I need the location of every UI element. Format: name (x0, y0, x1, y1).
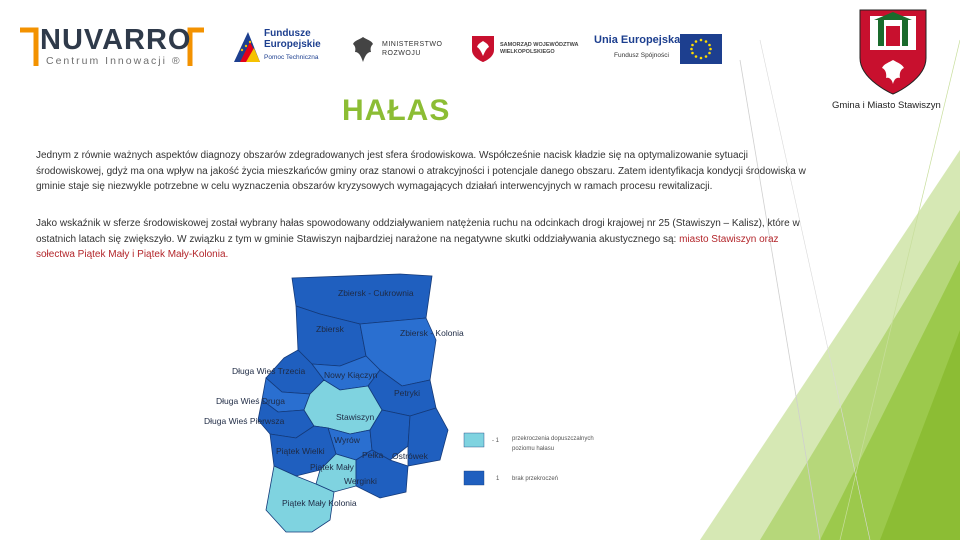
samorzad-line1: SAMORZĄD WOJEWÓDZTWA (500, 42, 579, 48)
eu-line2: Fundusz Spójności (614, 52, 669, 59)
fundusze-europejskie-logo (232, 26, 327, 66)
fe-line1: Fundusze (264, 28, 311, 39)
eu-line1: Unia Europejska (594, 34, 681, 46)
label-nowy-kiaczyn: Nowy Kiączyn (324, 370, 378, 380)
nuvarro-subtitle: Centrum Innowacji ® (46, 55, 182, 67)
paragraph-2-highlight: miasto Stawiszyn oraz sołectwa Piątek Mały i Piątek Mały-Kolonia. (36, 233, 779, 260)
label-piatek-wielki-text: Piątek Wielki (276, 446, 325, 456)
label-zbiersk-cukrownia: Zbiersk - Cukrownia (338, 288, 414, 298)
nuvarro-wordmark: NUVARRO (40, 24, 192, 56)
label-wyrow: Wyrów (334, 435, 360, 445)
label-zbiersk-kolonia: Zbiersk - Kolonia (400, 328, 464, 338)
label-zbiersk: Zbiersk (316, 324, 344, 334)
fe-line3: Pomoc Techniczna (264, 54, 319, 61)
ministry-line2: ROZWOJU (382, 50, 421, 57)
ministry-logo (350, 32, 445, 68)
map-legend (464, 433, 594, 485)
noise-map (200, 270, 640, 540)
label-stawiszyn: Stawiszyn (336, 412, 375, 422)
eu-flag-icon (680, 34, 722, 64)
label-dluga-wies-trzecia: Długa Wieś Trzecia (232, 366, 306, 376)
wielkopolska-shield-icon (470, 34, 496, 64)
paragraph-2-text: Jako wskaźnik w sferze środowiskowej został wybrany hałas spowodowany oddziaływaniem natężenia ruchu na odcinkach drogi krajowej nr 25 (Stawiszyn – Kalisz), które w ostatnich latach się zwiększyło. W związku z tym w gminie Stawiszyn najbardziej narażone na negatywne skutki oddziaływania akustycznego są: (36, 218, 800, 245)
legend-text-exceeded-2: poziomu hałasu (512, 446, 555, 452)
eu-logo (594, 32, 724, 68)
nuvarro-logo (18, 22, 208, 70)
page-title: HAŁAS (342, 94, 451, 127)
label-piatek-maly: Piątek Mały (310, 462, 354, 472)
eagle-emblem-icon (350, 34, 376, 66)
legend-swatch-exceeded (464, 433, 484, 447)
legend-symbol-exceeded: - 1 (492, 438, 500, 444)
legend-symbol-none: 1 (496, 476, 500, 482)
label-piatek-wielki (276, 446, 325, 456)
label-werginki: Werginki (344, 476, 377, 486)
label-ostrowek: Ostrówek (392, 451, 428, 461)
label-dluga-wies-druga: Długa Wieś Druga (216, 396, 285, 406)
label-dluga-wies-pierwsza: Długa Wieś Pierwsza (204, 416, 285, 426)
samorzad-line2: WIELKOPOLSKIEGO (500, 49, 555, 55)
label-petryki: Petryki (394, 388, 420, 398)
gmina-label: Gmina i Miasto Stawiszyn (832, 100, 941, 111)
fe-line2: Europejskie (264, 39, 321, 50)
legend-text-exceeded-1: przekroczenia dopuszczalnych (512, 436, 594, 442)
ministry-line1: MINISTERSTWO (382, 41, 443, 48)
samorzad-logo (470, 32, 580, 68)
stawiszyn-coat-of-arms-icon (856, 6, 930, 96)
paragraph-1: Jednym z równie ważnych aspektów diagnozy obszarów zdegradowanych jest sfera środowiskowa. Współcześnie nacisk kładzie się na optymalizowanie sytuacji środowiskowej, gdyż ma ona wpływ na jakość życia mieszkańców gminy oraz stanowi o atrakcyjności i potencjale danego obszaru. Zatem identyfikacja kondycji środowiska w gminie staje się niezwykle potrzebne w celu wyznaczenia obszarów kryzysowych wymagających działań interwencyjnych w ramach procesu rewitalizacji. (36, 150, 806, 192)
legend-swatch-none (464, 471, 484, 485)
label-piatek-maly-kolonia: Piątek Mały Kolonia (282, 498, 357, 508)
fe-flag-icon (232, 28, 262, 64)
paragraph-2 (36, 216, 806, 263)
legend-text-none: brak przekroczeń (512, 476, 559, 482)
label-pelka: Pełka (362, 450, 384, 460)
